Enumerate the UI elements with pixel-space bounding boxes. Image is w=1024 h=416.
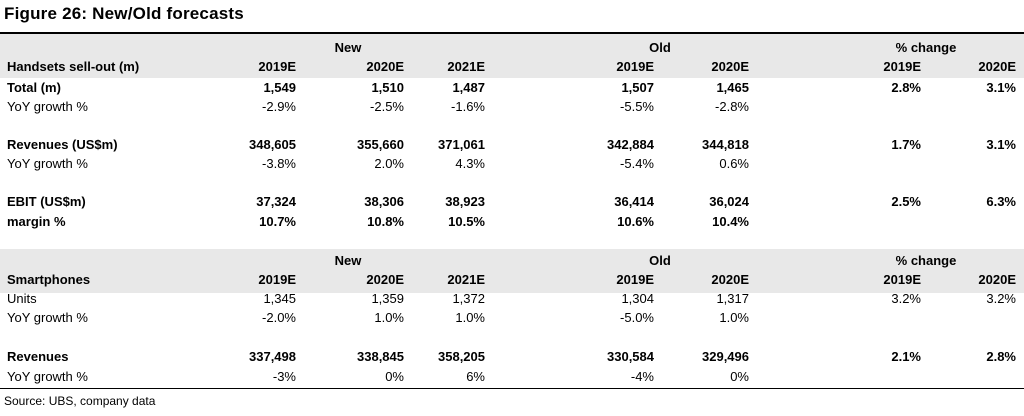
table-cell: 1,487: [452, 80, 485, 95]
table-cell: 1.7%: [891, 137, 921, 152]
table-cell: 1,465: [716, 80, 749, 95]
table-cell: -5.0%: [620, 310, 654, 325]
table-cell: 338,845: [357, 349, 404, 364]
year-header: 2019E: [616, 272, 654, 287]
table-cell: 0%: [385, 369, 404, 384]
table-cell: 1,304: [621, 291, 654, 306]
table-cell: 3.1%: [986, 137, 1016, 152]
bottom-rule: [0, 388, 1024, 389]
year-header: 2020E: [711, 272, 749, 287]
table-cell: 1.0%: [374, 310, 404, 325]
group-header: Old: [649, 253, 671, 268]
year-header: 2020E: [711, 59, 749, 74]
table-cell: 10.4%: [712, 214, 749, 229]
year-header: 2019E: [883, 59, 921, 74]
table-cell: 0%: [730, 369, 749, 384]
row-label: margin %: [7, 214, 66, 229]
table-cell: 2.5%: [891, 194, 921, 209]
group-header: % change: [895, 40, 957, 55]
section-label: Smartphones: [7, 272, 91, 287]
table-cell: 38,923: [445, 194, 485, 209]
table-cell: 10.6%: [617, 214, 654, 229]
table-cell: 337,498: [249, 349, 296, 364]
table-cell: 1,317: [716, 291, 749, 306]
table-cell: 2.0%: [374, 156, 404, 171]
table-cell: 1.0%: [719, 310, 749, 325]
row-label: Units: [7, 291, 37, 306]
table-cell: 329,496: [702, 349, 749, 364]
table-cell: -2.9%: [262, 99, 296, 114]
year-header: 2021E: [447, 59, 485, 74]
table-cell: 1,345: [263, 291, 296, 306]
row-label: YoY growth %: [7, 99, 88, 114]
table-cell: 3.2%: [986, 291, 1016, 306]
table-cell: 330,584: [607, 349, 654, 364]
table-cell: 1,549: [263, 80, 296, 95]
group-header: % change: [895, 253, 957, 268]
section-label: Handsets sell-out (m): [7, 59, 140, 74]
source-note: Source: UBS, company data: [4, 394, 156, 408]
table-cell: 37,324: [256, 194, 296, 209]
row-label: YoY growth %: [7, 369, 88, 384]
table-cell: -1.6%: [451, 99, 485, 114]
table-cell: 371,061: [438, 137, 485, 152]
table-cell: -4%: [630, 369, 654, 384]
group-header: New: [334, 40, 362, 55]
table-cell: 6%: [466, 369, 485, 384]
table-cell: 10.5%: [448, 214, 485, 229]
row-label: YoY growth %: [7, 156, 88, 171]
year-header: 2020E: [978, 272, 1016, 287]
table-cell: 3.1%: [986, 80, 1016, 95]
year-header: 2020E: [978, 59, 1016, 74]
year-header: 2020E: [366, 272, 404, 287]
row-label: YoY growth %: [7, 310, 88, 325]
year-header: 2020E: [366, 59, 404, 74]
table-cell: 1,372: [452, 291, 485, 306]
table-cell: 2.1%: [891, 349, 921, 364]
table-cell: -3%: [272, 369, 296, 384]
year-header: 2019E: [258, 59, 296, 74]
table-cell: 6.3%: [986, 194, 1016, 209]
year-header: 2021E: [447, 272, 485, 287]
table-cell: 355,660: [357, 137, 404, 152]
table-cell: 4.3%: [455, 156, 485, 171]
table-cell: -2.0%: [262, 310, 296, 325]
table-cell: -3.8%: [262, 156, 296, 171]
table-cell: 348,605: [249, 137, 296, 152]
group-header: Old: [649, 40, 671, 55]
table-cell: 358,205: [438, 349, 485, 364]
table-cell: -2.8%: [715, 99, 749, 114]
table-cell: 344,818: [702, 137, 749, 152]
table-cell: 2.8%: [986, 349, 1016, 364]
table-cell: -2.5%: [370, 99, 404, 114]
table-cell: 3.2%: [891, 291, 921, 306]
table-cell: 36,414: [614, 194, 654, 209]
row-label: Total (m): [7, 80, 61, 95]
group-header: New: [334, 253, 362, 268]
table-cell: 1,510: [371, 80, 404, 95]
table-cell: 36,024: [709, 194, 749, 209]
table-cell: 10.8%: [367, 214, 404, 229]
year-header: 2019E: [883, 272, 921, 287]
year-header: 2019E: [258, 272, 296, 287]
table-cell: 0.6%: [719, 156, 749, 171]
table-cell: -5.5%: [620, 99, 654, 114]
table-cell: 2.8%: [891, 80, 921, 95]
table-cell: 1.0%: [455, 310, 485, 325]
table-cell: 1,359: [371, 291, 404, 306]
figure-title: Figure 26: New/Old forecasts: [4, 4, 244, 23]
year-header: 2019E: [616, 59, 654, 74]
table-cell: 38,306: [364, 194, 404, 209]
row-label: Revenues: [7, 349, 69, 364]
table-cell: -5.4%: [620, 156, 654, 171]
row-label: EBIT (US$m): [7, 194, 86, 209]
table-cell: 342,884: [607, 137, 654, 152]
table-cell: 10.7%: [259, 214, 296, 229]
table-cell: 1,507: [621, 80, 654, 95]
row-label: Revenues (US$m): [7, 137, 118, 152]
